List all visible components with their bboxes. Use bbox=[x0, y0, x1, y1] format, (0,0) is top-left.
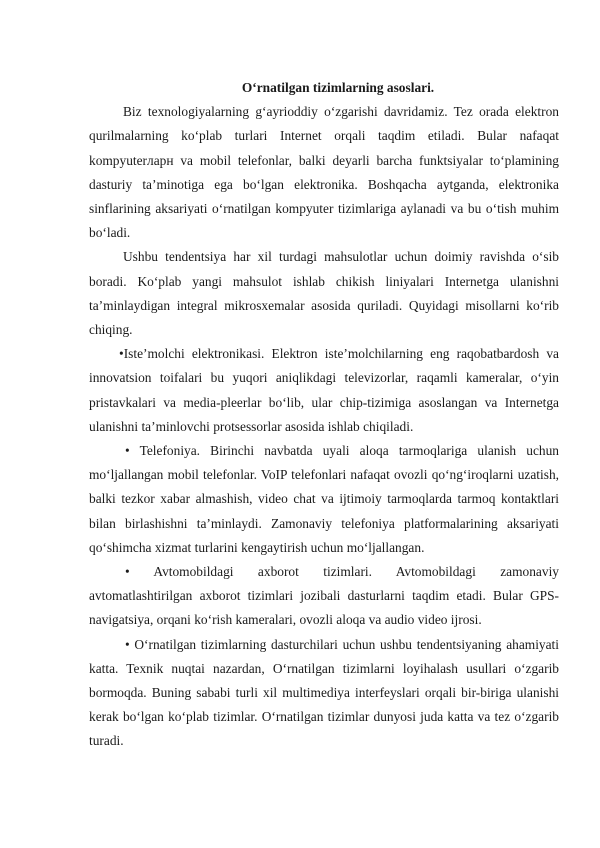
document-title: O‘rnatilgan tizimlarning asoslari. bbox=[241, 80, 435, 95]
paragraph-trend: Ushbu tendentsiya har xil turdagi mahsulotlar uchun doimiy ravishda o‘sib boradi. Ko‘plab yangi mahsulot ishlab chikish liniyalari Internetga ulanishni ta’minlaydigan integral mikrosxemalar asosida quriladi. Quyidagi misollarni ko‘rib chiqing. bbox=[89, 249, 559, 338]
paragraph-telephony: • Telefoniya. Birinchi navbatda uyali aloqa tarmoqlariga ulanish uchun mo‘ljallangan mobil telefonlar. VoIP telefonlari nafaqat ovozli qo‘ng‘iroqlarni uzatish, balki tezkor xabar almashish, video chat va ijtimoiy tarmoqlarda tarmoq kontaktlari bilan birlashishni ta’minlaydi. Zamonaviy telefoniya platformalarining aksariyati qo‘shimcha xizmat turlarini kengaytirish uchun mo‘ljallangan. bbox=[89, 443, 559, 555]
paragraph-intro: Biz texnologiyalarning g‘ayrioddiy o‘zgarishi davridamiz. Tez orada elektron qurilmalarning ko‘plab turlari Internet orqali taqdim etiladi. Bular nafaqat kompyuterларн va mobil telefonlar, balki deyarli barcha funktsiyalar to‘plamining dasturiy ta’minotiga ega bo‘lgan elektronika. Boshqacha aytganda, elektronika sinflarining aksariyati o‘rnatilgan kompyuter tizimlariga aylanadi va bu o‘tish muhim bo‘ladi. bbox=[89, 104, 559, 241]
paragraph-developers: • O‘rnatilgan tizimlarning dasturchilari uchun ushbu tendentsiyaning ahamiyati katta. Texnik nuqtai nazardan, O‘rnatilgan tizimlarni loyihalash usullari o‘zgarib bormoqda. Buning sababi turli xil multimediya interfeyslari orqali bir-biriga ulanishi kerak bo‘lgan ko‘plab tizimlar. O‘rnatilgan tizimlar dunyosi juda katta va tez o‘zgarib turadi. bbox=[89, 636, 559, 749]
paragraph-consumer-electronics: •Iste’molchi elektronikasi. Elektron iste’molchilarning eng raqobatbardosh va innovatsion toifalari bu yuqori aniqlikdagi televizorlar, raqamli kameralar, o‘yin pristavkalari va media-pleerlar bo‘lib, ular chip-tizimiga asoslangan va Internetga ulanishni ta’minlovchi protsessorlar asosida ishlab chiqiladi. bbox=[89, 346, 559, 434]
document-body bbox=[89, 76, 559, 754]
paragraph-automotive: • Avtomobildagi axborot tizimlari. Avtomobildagi zamonaviy avtomatlashtirilgan axborot tizimlari jozibali dasturlarni taqdim etadi. Bular GPS-navigatsiya, orqani ko‘rish kameralari, ovozli aloqa va audio video ijrosi. bbox=[89, 564, 559, 628]
